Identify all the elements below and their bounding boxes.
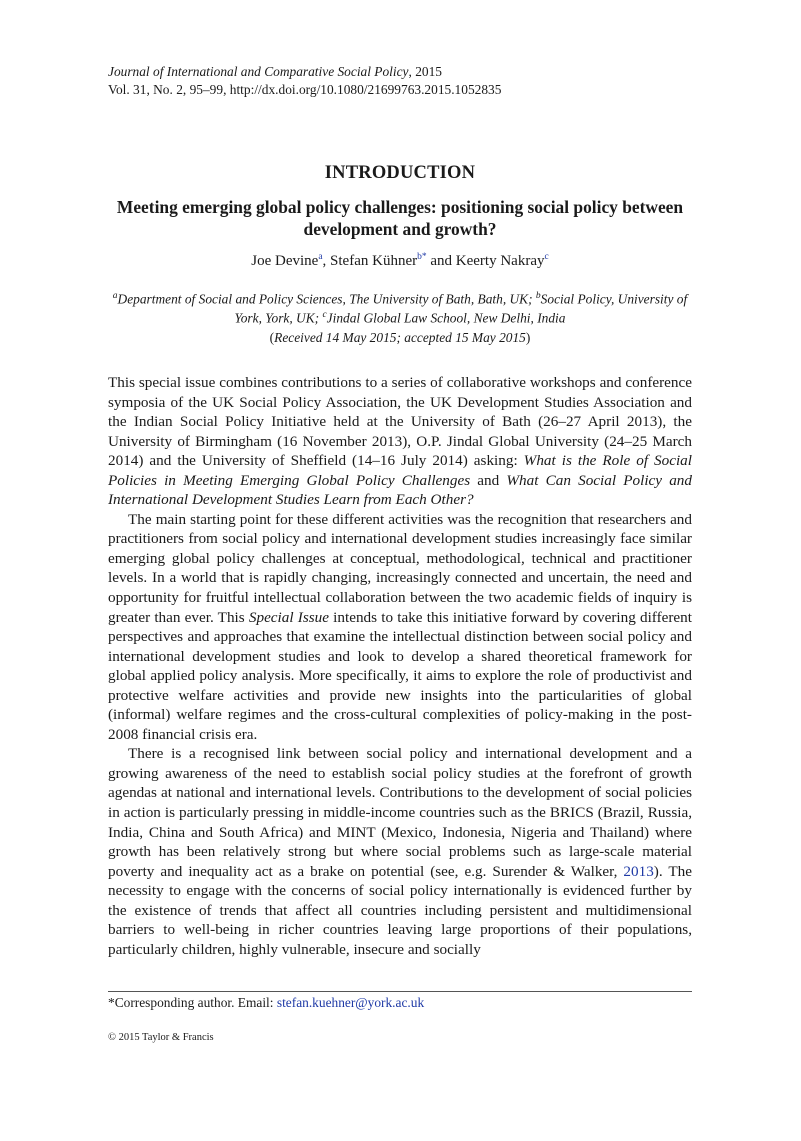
author-name: Stefan Kühner (330, 253, 418, 269)
email-link[interactable]: stefan.kuehner@york.ac.uk (276, 995, 425, 1010)
author-name: Joe Devine (251, 253, 319, 269)
article-title: Meeting emerging global policy challenges: positioning social policy between development and growth? (116, 197, 684, 239)
italic-question: What is the Role of Social Policies in Meeting Emerging Global Policy Challenges (108, 452, 692, 489)
author-separator: , (322, 253, 331, 269)
author-list (108, 252, 692, 270)
footnote-divider (108, 991, 692, 992)
journal-citation-line (108, 63, 501, 81)
received-close-paren: ) (525, 330, 531, 345)
author-affiliation-link[interactable]: a (318, 252, 323, 262)
body-paragraph (108, 744, 692, 959)
affiliation-text: Jindal Global Law School, New Delhi, India (326, 310, 566, 326)
journal-header (108, 63, 501, 99)
paragraph-text: intends to take this initiative forward by covering different perspectives and approaches that examine the intellectual distinction between social policy and international development studies and look to develop a shared theoretical framework for global applied policy analysis. More specifically, it aims to explore the role of productivist and protective welfare activities and provide new insights into the particularities of global (informal) welfare regimes and the cross-cultural complexities of policy-making in the post-2008 financial crisis era. (108, 608, 692, 743)
italic-question: What Can Social Policy and International Development Studies Learn from Each Other? (108, 471, 692, 509)
affiliation-text: Department of Social and Policy Sciences, The University of Bath, Bath, UK; (117, 291, 536, 307)
affiliations (108, 288, 692, 327)
body-paragraph (108, 373, 692, 510)
journal-year: , 2015 (408, 64, 442, 79)
paragraph-text: This special issue combines contributions to a series of collaborative workshops and conference symposia of the UK Social Policy Association, the UK Development Studies Association and the Indian Social Policy Initiative held at the University of Bath (26–27 April 2013), the University of Birmingham (16 November 2013), O.P. Jindal Global University (24–25 March 2014) and the University of Sheffield (14–16 July 2014) asking: (108, 374, 692, 470)
copyright-notice: © 2015 Taylor & Francis (108, 1032, 214, 1043)
author-separator: and (426, 253, 456, 269)
affiliation-marker: a (112, 291, 118, 301)
journal-volume-line (108, 81, 501, 99)
article-body (108, 373, 692, 959)
affiliation-text: Social Policy, University of York, York, UK; (234, 291, 688, 326)
received-text: Received 14 May 2015; accepted 15 May 2015 (274, 330, 526, 345)
paragraph-text: and (470, 471, 507, 489)
author-affiliation-link[interactable]: c (544, 252, 549, 262)
author-affiliation-link[interactable]: b* (417, 252, 427, 262)
italic-term: Special Issue (248, 608, 329, 626)
doi-link[interactable]: http://dx.doi.org/10.1080/21699763.2015.1052835 (229, 82, 502, 97)
received-open-paren: ( (269, 330, 275, 345)
journal-name: Journal of International and Comparative Social Policy (108, 64, 409, 79)
paragraph-text: The main starting point for these different activities was the recognition that researchers and practitioners from social policy and international development studies increasingly face similar emerging global policy challenges at conceptual, methodological, technical and practitioner levels. In a world that is rapidly changing, increasingly connected and uncertain, the need and opportunity for fruitful intellectual collaboration between the two academic fields of inquiry is greater than ever. This (108, 510, 692, 626)
paragraph-text: There is a recognised link between social policy and international development and a growing awareness of the need to establish social policy studies at the forefront of growth agendas at national and international levels. Contributions to the development of social policies in action is particularly pressing in middle-income countries such as the BRICS (Brazil, Russia, India, China and South Africa) and MINT (Mexico, Indonesia, Nigeria and Thailand) where growth has been relatively strong but where social problems such as large-scale material poverty and inequality act as a brake on potential (see, e.g. Surender & Walker, (108, 745, 692, 880)
corresponding-author-footnote (108, 995, 424, 1011)
citation-link[interactable]: 2013 (623, 862, 654, 880)
journal-volume: Vol. 31, No. 2, 95–99, (108, 82, 230, 97)
received-dates (108, 330, 692, 346)
affiliation-marker: b (535, 291, 541, 301)
body-paragraph (108, 510, 692, 745)
author-name: Keerty Nakray (455, 253, 545, 269)
section-heading: INTRODUCTION (324, 163, 476, 183)
footnote-label: *Corresponding author. Email: (108, 995, 277, 1010)
affiliation-marker: c (322, 310, 327, 321)
paragraph-text: ). The necessity to engage with the concerns of social policy internationally is evidenced further by the existence of trends that affect all countries including persistent and multidimensional barriers to well-being in richer countries leaving large proportions of their populations, particularly children, highly vulnerable, insecure and socially (108, 862, 692, 958)
